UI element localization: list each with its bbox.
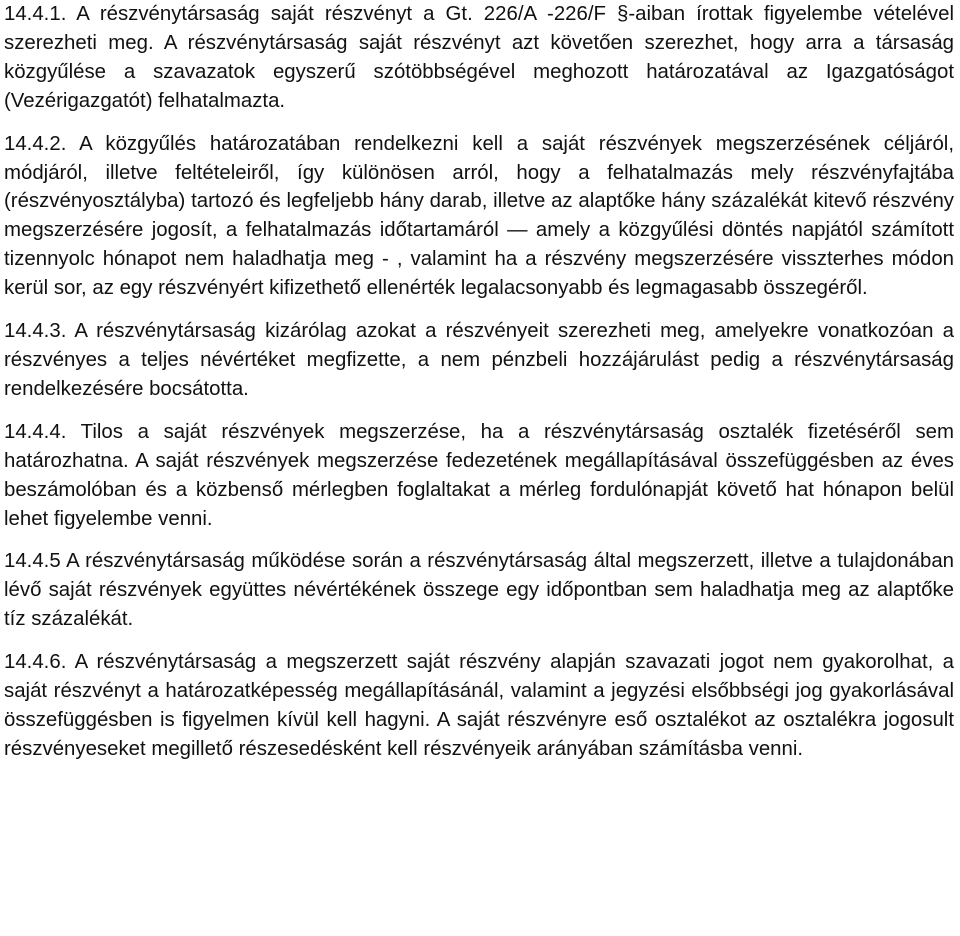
paragraph-14-4-1 xyxy=(4,0,954,116)
paragraph-number: 14.4.1. xyxy=(4,3,67,25)
paragraph-number: 14.4.5 xyxy=(4,550,61,573)
paragraph-text: A részvénytársaság kizárólag azokat a részvényeit szerezheti meg, amelyekre vonatkozóan a részvényes a teljes névértéket megfizette, a nem pénzbeli hozzájárulást pedig a részvénytársaság rendelkezésére bocsátotta. xyxy=(4,320,954,400)
paragraph-text: A részvénytársaság saját részvényt a Gt. 226/A -226/F §-aiban írottak figyelembe vételével szerezheti meg. A részvénytársaság saját részvényt azt követően szerezhet, hogy arra a társaság közgyűlése a szavazatok egyszerű szótöbbségével meghozott határozatával az Igazgatóságot (Vezérigazgatót) felhatalmazta. xyxy=(4,3,954,112)
paragraph-number: 14.4.4. xyxy=(4,420,67,443)
paragraph-14-4-3 xyxy=(4,317,954,404)
paragraph-text: A közgyűlés határozatában rendelkezni kell a saját részvények megszerzésének céljáról, módjáról, illetve feltételeiről, így különösen arról, hogy a felhatalmazás mely részvényfajtába (részvényosztályba) tartozó és legfeljebb hány darab, illetve az alaptőke hány százalékát kitevő részvény megszerzésére jogosít, a felhatalmazás időtartamáról — amely a közgyűlési döntés napjától számított tizennyolc hónapot nem haladhatja meg - , valamint ha a részvény megszerzésére visszterhes módon kerül sor, az egy részvényért kifizethető ellenérték legalacsonyabb és legmagasabb összegéről. xyxy=(4,132,954,300)
paragraph-number: 14.4.2. xyxy=(4,132,67,155)
paragraph-text: A részvénytársaság működése során a részvénytársaság által megszerzett, illetve a tulajdonában lévő saját részvények együttes névértékének összege egy időpontban sem haladhatja meg az alaptőke tíz százalékát. xyxy=(4,550,954,631)
document-page xyxy=(4,0,954,778)
paragraph-text: A részvénytársaság a megszerzett saját részvény alapján szavazati jogot nem gyakorolhat, a saját részvényt a határozatképesség megállapításánál, valamint a jegyzési elsőbbségi jog gyakorlásával összefüggésben is figyelmen kívül kell hagyni. A saját részvényre eső osztalékot az osztalékra jogosult részvényeseket megillető részesedésként kell részvényeik arányában számításba venni. xyxy=(4,651,955,760)
paragraph-14-4-2 xyxy=(4,130,954,303)
paragraph-text: Tilos a saját részvények megszerzése, ha a részvénytársaság osztalék fizetéséről sem határozhatna. A saját részvények megszerzése fedezetének megállapításával összefüggésben az éves beszámolóban és a közbenső mérlegben foglaltakat a mérleg fordulónapját követő hat hónapon belül lehet figyelembe venni. xyxy=(4,420,955,530)
paragraph-number: 14.4.6. xyxy=(4,651,67,674)
paragraph-14-4-5 xyxy=(4,547,954,634)
paragraph-14-4-4 xyxy=(4,418,954,534)
paragraph-number: 14.4.3. xyxy=(4,320,67,343)
paragraph-14-4-6 xyxy=(4,648,954,764)
